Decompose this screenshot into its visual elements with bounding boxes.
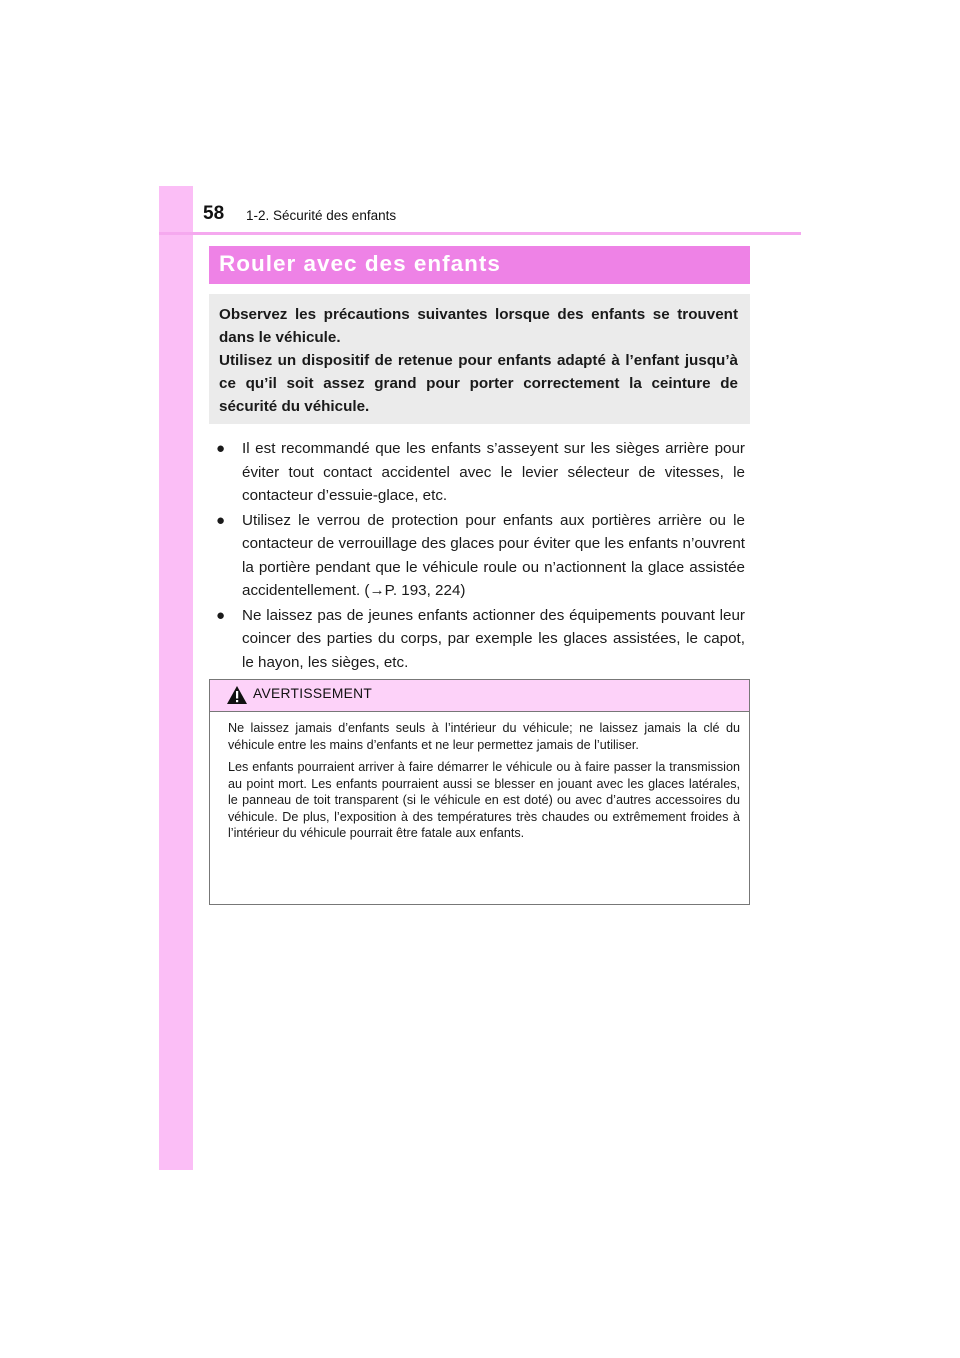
list-item [215, 604, 745, 675]
title-banner [209, 246, 750, 284]
bullet-icon: ● [216, 511, 226, 529]
intro-paragraph: Observez les précautions suivantes lorsque des enfants se trouvent dans le véhicule. [219, 306, 738, 346]
section-label: 1-2. Sécurité des enfants [246, 208, 397, 223]
page-number: 58 [203, 203, 225, 224]
bullet-icon: ● [216, 606, 226, 624]
warning-title: AVERTISSEMENT [253, 686, 373, 701]
page-title: Rouler avec des enfants [219, 251, 501, 276]
warning-triangle-icon [226, 685, 248, 705]
intro-box [209, 294, 750, 424]
warning-body [228, 720, 740, 848]
bullet-icon: ● [216, 440, 226, 457]
side-tab-bar [159, 186, 193, 1170]
warning-header [210, 680, 749, 712]
list-item-text: Il est recommandé que les enfants s’asseyent sur les sièges arrière pour éviter tout contact accidentel avec le levier sélecteur de vitesses, le contacteur d’essuie-glace, etc. [242, 440, 745, 504]
list-item-text: Utilisez le verrou de protection pour enfants aux portières arrière ou le contacteur de verrouillage des glaces pour éviter que les enfants n’ouvrent la portière pendant que le véhicule roule ou n’actionnent la glace assistée accidentellement. (→P. 193, 224) [242, 511, 745, 599]
list-item [215, 437, 745, 508]
bullet-list [215, 437, 745, 675]
list-item [215, 509, 745, 603]
warning-paragraph: Ne laissez jamais d’enfants seuls à l’intérieur du véhicule; ne laissez jamais la clé du véhicule entre les mains d’enfants et ne leur permettez jamais de l’utiliser. [228, 721, 740, 752]
warning-box [209, 679, 750, 905]
list-item-text: Ne laissez pas de jeunes enfants actionner des équipements pouvant leur coincer des parties du corps, par exemple les glaces assistées, le capot, le hayon, les sièges, etc. [242, 606, 745, 671]
intro-paragraph: Utilisez un dispositif de retenue pour enfants adapté à l’enfant jusqu’à ce qu’il soit assez grand pour porter correctement la ceinture de sécurité du véhicule. [219, 352, 738, 415]
intro-text [219, 303, 738, 418]
header-rule [159, 232, 801, 235]
warning-paragraph: Les enfants pourraient arriver à faire démarrer le véhicule ou à faire passer la transmission au point mort. Les enfants pourraient aussi se blesser en jouant avec les glaces latérales, le panneau de toit transparent (si le véhicule en est doté) ou avec d’autres accessoires du véhicule. De plus, l’exposition à des températures très chaudes ou extrêmement froides à l’intérieur du véhicule pourrait être fatale aux enfants. [228, 760, 740, 840]
